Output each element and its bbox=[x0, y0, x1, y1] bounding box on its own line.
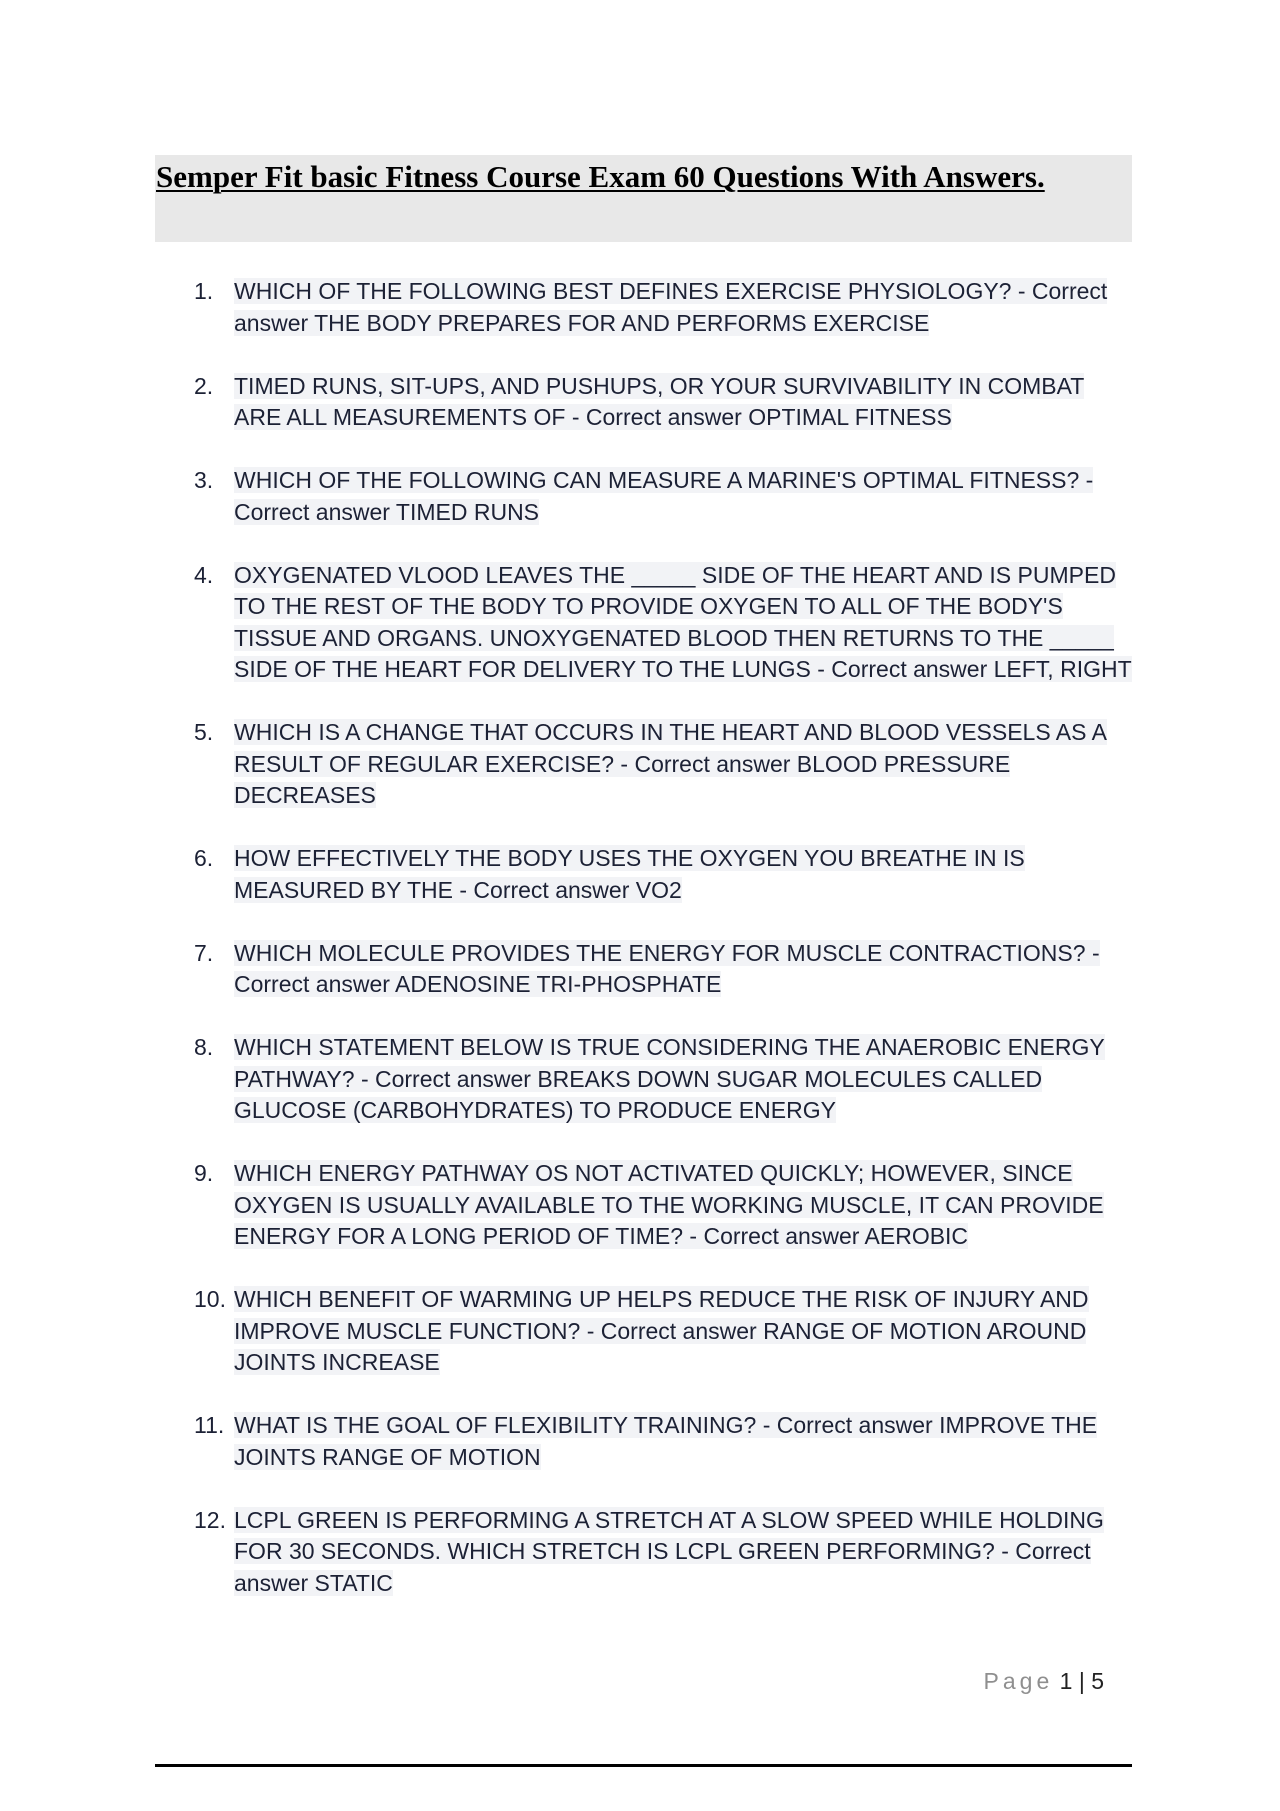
question-item bbox=[194, 465, 1134, 528]
question-number: 1. bbox=[194, 278, 214, 304]
question-item bbox=[194, 1410, 1134, 1473]
question-text: WHICH OF THE FOLLOWING CAN MEASURE A MARINE'S OPTIMAL FITNESS? - Correct answer TIMED RUNS bbox=[234, 467, 1094, 525]
question-text: WHICH STATEMENT BELOW IS TRUE CONSIDERING THE ANAEROBIC ENERGY PATHWAY? - Correct answer BREAKS DOWN SUGAR MOLECULES CALLED GLUCOSE (CARBOHYDRATES) TO PRODUCE ENERGY bbox=[234, 1034, 1105, 1123]
page-separator: | bbox=[1078, 1668, 1085, 1694]
question-number: 10. bbox=[194, 1286, 226, 1312]
question-item bbox=[194, 717, 1134, 812]
total-pages: 5 bbox=[1091, 1668, 1104, 1694]
question-item bbox=[194, 843, 1134, 906]
question-number: 2. bbox=[194, 372, 214, 399]
question-number: 3. bbox=[194, 467, 214, 493]
question-item bbox=[194, 371, 1134, 434]
question-item bbox=[194, 1284, 1134, 1379]
question-text: WHICH MOLECULE PROVIDES THE ENERGY FOR MUSCLE CONTRACTIONS? - Correct answer ADENOSINE TRI-PHOSPHATE bbox=[234, 939, 1100, 997]
question-text: WHICH BENEFIT OF WARMING UP HELPS REDUCE THE RISK OF INJURY AND IMPROVE MUSCLE FUNCTION? - Correct answer RANGE OF MOTION AROUND JOINTS INCREASE bbox=[234, 1286, 1089, 1375]
question-item bbox=[194, 1158, 1134, 1253]
question-number: 11. bbox=[194, 1412, 225, 1438]
question-text: OXYGENATED VLOOD LEAVES THE _____ SIDE OF THE HEART AND IS PUMPED TO THE REST OF THE BODY TO PROVIDE OXYGEN TO ALL OF THE BODY'S TISSUE AND ORGANS. UNOXYGENATED BLOOD THEN RETURNS TO THE _____ SIDE OF THE HEART FOR DELIVERY TO THE LUNGS - Correct answer LEFT, RIGHT bbox=[234, 561, 1132, 682]
question-list bbox=[194, 276, 1134, 1631]
footer-rule bbox=[155, 1764, 1132, 1767]
page-number bbox=[984, 1668, 1104, 1695]
question-number: 7. bbox=[194, 939, 214, 966]
question-number: 12. bbox=[194, 1506, 226, 1533]
question-text: WHAT IS THE GOAL OF FLEXIBILITY TRAINING? - Correct answer IMPROVE THE JOINTS RANGE OF MOTION bbox=[234, 1412, 1098, 1470]
question-number: 8. bbox=[194, 1034, 214, 1060]
question-item bbox=[194, 1032, 1134, 1127]
question-number: 4. bbox=[194, 561, 214, 588]
question-number: 9. bbox=[194, 1160, 214, 1186]
current-page: 1 bbox=[1059, 1668, 1073, 1694]
question-number: 5. bbox=[194, 719, 214, 745]
question-text: WHICH OF THE FOLLOWING BEST DEFINES EXERCISE PHYSIOLOGY? - Correct answer THE BODY PREPARES FOR AND PERFORMS EXERCISE bbox=[234, 278, 1108, 336]
document-title: Semper Fit basic Fitness Course Exam 60 Questions With Answers. bbox=[156, 159, 1045, 194]
question-text: LCPL GREEN IS PERFORMING A STRETCH AT A SLOW SPEED WHILE HOLDING FOR 30 SECONDS. WHICH STRETCH IS LCPL GREEN PERFORMING? - Correct answer STATIC bbox=[234, 1506, 1104, 1596]
question-number: 6. bbox=[194, 845, 214, 871]
question-text: HOW EFFECTIVELY THE BODY USES THE OXYGEN YOU BREATHE IN IS MEASURED BY THE - Correct answer VO2 bbox=[234, 845, 1025, 903]
question-item bbox=[194, 1505, 1134, 1600]
question-item bbox=[194, 938, 1134, 1001]
question-item bbox=[194, 276, 1134, 339]
question-text: WHICH IS A CHANGE THAT OCCURS IN THE HEART AND BLOOD VESSELS AS A RESULT OF REGULAR EXERCISE? - Correct answer BLOOD PRESSURE DECREASES bbox=[234, 719, 1107, 808]
question-text: TIMED RUNS, SIT-UPS, AND PUSHUPS, OR YOUR SURVIVABILITY IN COMBAT ARE ALL MEASUREMENTS OF - Correct answer OPTIMAL FITNESS bbox=[234, 372, 1085, 430]
question-text: WHICH ENERGY PATHWAY OS NOT ACTIVATED QUICKLY; HOWEVER, SINCE OXYGEN IS USUALLY AVAILABLE TO THE WORKING MUSCLE, IT CAN PROVIDE ENERGY FOR A LONG PERIOD OF TIME? - Correct answer AEROBIC bbox=[234, 1160, 1104, 1249]
question-item bbox=[194, 560, 1134, 686]
page-label: Page bbox=[983, 1668, 1054, 1694]
